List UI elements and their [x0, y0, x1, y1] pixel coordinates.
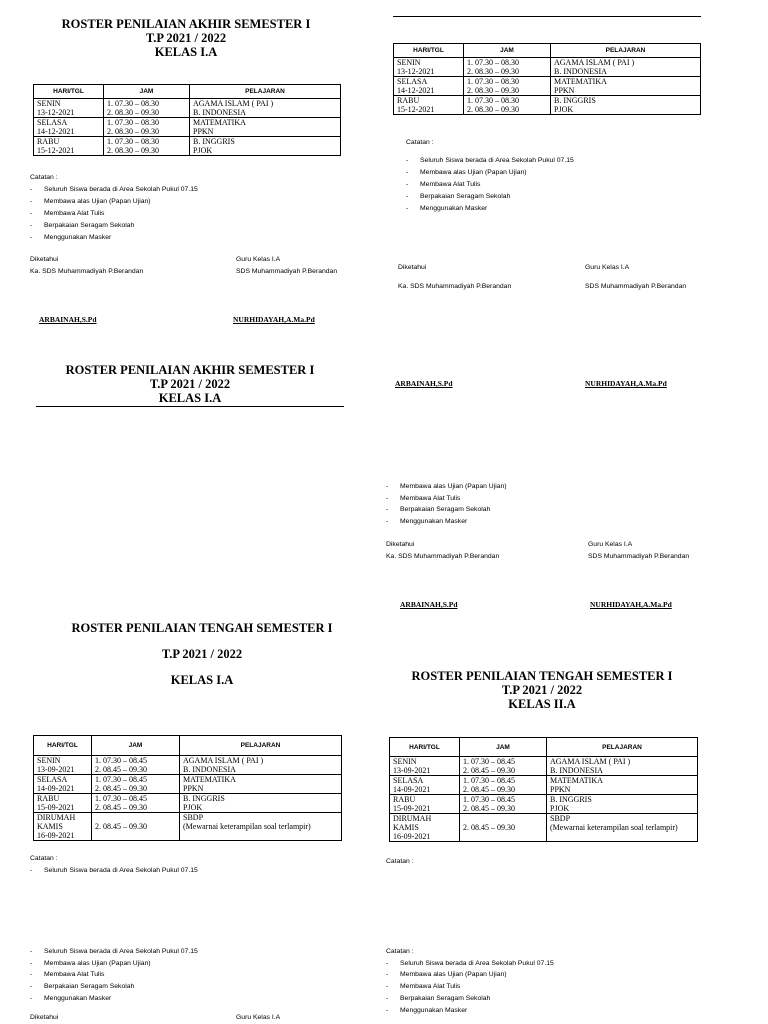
- time-cell: 1. 07.30 – 08.30: [467, 77, 519, 86]
- date-cell: 16-09-2021: [37, 831, 75, 840]
- notes: [30, 853, 198, 877]
- note-item: - Membawa alas Ujian (Papan Ujian): [30, 196, 198, 208]
- header-subject: PELAJARAN: [551, 44, 701, 58]
- date-cell: 15-09-2021: [393, 804, 431, 813]
- day-cell: SENIN: [393, 757, 417, 766]
- teacher-signature-name: NURHIDAYAH,A.Ma.Pd: [590, 600, 672, 609]
- head-title: Ka. SDS Muhammadiyah P.Berandan: [398, 283, 512, 290]
- subject-cell: B. INGGRIS: [183, 794, 225, 803]
- subject-cell: B. INDONESIA: [183, 765, 236, 774]
- teacher-title: Guru Kelas I.A: [588, 541, 633, 548]
- known-label: Diketahui: [398, 264, 427, 271]
- time-cell: 1. 07.30 – 08.30: [107, 99, 159, 108]
- school-name: SDS Muhammadiyah P.Berandan: [588, 553, 690, 560]
- subject-cell: MATEMATIKA: [183, 775, 236, 784]
- notes: [386, 481, 507, 528]
- day-cell: SENIN: [37, 99, 61, 108]
- header-day: HARI/TGL: [394, 44, 464, 58]
- subject-cell: PPKN: [193, 127, 214, 136]
- notes: [386, 946, 554, 1016]
- subject-cell: PPKN: [550, 785, 571, 794]
- header-day: HARI/TGL: [34, 736, 92, 756]
- time-cell: 1. 07.30 – 08.45: [95, 775, 147, 784]
- subject-cell: AGAMA ISLAM ( PAI ): [554, 58, 635, 67]
- subject-cell: B. INDONESIA: [550, 766, 603, 775]
- roster-table: [33, 735, 342, 841]
- table-row: [34, 756, 342, 775]
- notes-label: Catatan :: [386, 858, 414, 865]
- note-item: - Seluruh Siswa berada di Area Sekolah Pukul 07.15: [30, 865, 198, 877]
- day-cell: RABU: [397, 96, 420, 105]
- day-cell: DIRUMAH: [393, 814, 432, 823]
- subject-cell: (Mewarnai keterampilan soal terlampir): [550, 823, 678, 832]
- head-signature-name: ARBAINAH,S.Pd: [395, 379, 453, 388]
- time-cell: 1. 07.30 – 08.45: [463, 795, 515, 804]
- divider-line: [36, 406, 344, 407]
- note-item: - Berpakaian Seragam Sekolah: [30, 220, 198, 232]
- day-cell: SELASA: [397, 77, 428, 86]
- table-row: [34, 813, 342, 841]
- notes: [406, 137, 574, 215]
- date-cell: 15-12-2021: [397, 105, 435, 114]
- note-item: - Menggunakan Masker: [30, 993, 198, 1005]
- header-day: HARI/TGL: [390, 738, 460, 757]
- time-cell: 1. 07.30 – 08.30: [467, 96, 519, 105]
- time-cell: 2. 08.45 – 09.30: [95, 765, 147, 774]
- note-item: - Membawa Alat Tulis: [30, 208, 198, 220]
- subject-cell: MATEMATIKA: [554, 77, 607, 86]
- subject-cell: B. INDONESIA: [554, 67, 607, 76]
- known-label: Diketahui: [386, 541, 415, 548]
- teacher-signature-name: NURHIDAYAH,A.Ma.Pd: [233, 315, 315, 324]
- note-item: - Berpakaian Seragam Sekolah: [30, 981, 198, 993]
- note-item: - Seluruh Siswa berada di Area Sekolah Pukul 07.15: [386, 958, 554, 970]
- subject-cell: B. INGGRIS: [193, 137, 235, 146]
- table-row: [34, 775, 342, 794]
- pas-title-line1: ROSTER PENILAIAN AKHIR SEMESTER I: [65, 363, 315, 377]
- table-row: [394, 58, 701, 77]
- subject-cell: AGAMA ISLAM ( PAI ): [550, 757, 631, 766]
- roster-table: [33, 84, 341, 156]
- header-subject: PELAJARAN: [180, 736, 342, 756]
- time-cell: 2. 08.45 – 09.30: [463, 785, 515, 794]
- note-item: - Membawa alas Ujian (Papan Ujian): [30, 958, 198, 970]
- date-cell: 15-09-2021: [37, 803, 75, 812]
- time-cell: 2. 08.30 – 09.30: [467, 86, 519, 95]
- note-item: - Berpakaian Seragam Sekolah: [386, 993, 554, 1005]
- header-day: HARI/TGL: [34, 85, 104, 99]
- day-cell: SENIN: [37, 756, 61, 765]
- pts-title-line3: KELAS I.A: [170, 673, 234, 687]
- time-cell: 2. 08.45 – 09.30: [95, 784, 147, 793]
- notes: [386, 856, 414, 868]
- subject-cell: AGAMA ISLAM ( PAI ): [193, 99, 274, 108]
- pts-title-line2: T.P 2021 / 2022: [161, 647, 243, 661]
- note-item: - Membawa alas Ujian (Papan Ujian): [386, 481, 507, 493]
- pts2-title: [388, 669, 696, 711]
- school-name: SDS Muhammadiyah P.Berandan: [585, 283, 687, 290]
- time-cell: 2. 08.45 – 09.30: [463, 804, 515, 813]
- date-cell: 14-12-2021: [37, 127, 75, 136]
- school-name: SDS Muhammadiyah P.Berandan: [236, 268, 338, 275]
- subject-cell: B. INDONESIA: [193, 108, 246, 117]
- time-cell: 1. 07.30 – 08.30: [107, 137, 159, 146]
- time-cell: 1. 07.30 – 08.45: [463, 757, 515, 766]
- time-cell: 1. 07.30 – 08.45: [95, 794, 147, 803]
- note-item: - Menggunakan Masker: [386, 516, 507, 528]
- teacher-title: Guru Kelas I.A: [585, 264, 630, 271]
- pas-title-line3: KELAS I.A: [158, 391, 222, 405]
- pts2-title-line2: T.P 2021 / 2022: [501, 683, 583, 697]
- subject-cell: SBDP: [550, 814, 571, 823]
- note-item: - Seluruh Siswa berada di Area Sekolah Pukul 07.15: [406, 155, 574, 167]
- known-label: Diketahui: [30, 256, 59, 263]
- date-cell: 14-09-2021: [37, 784, 75, 793]
- time-cell: 2. 08.45 – 09.30: [463, 823, 515, 832]
- teacher-title: Guru Kelas I.A: [236, 256, 281, 263]
- subject-cell: (Mewarnai keterampilan soal terlampir): [183, 822, 311, 831]
- subject-cell: B. INGGRIS: [554, 96, 596, 105]
- day-cell: RABU: [37, 137, 60, 146]
- note-item: - Membawa Alat Tulis: [386, 981, 554, 993]
- header-subject: PELAJARAN: [190, 85, 341, 99]
- header-time: JAM: [460, 738, 547, 757]
- pts2-title-line3: KELAS II.A: [508, 697, 576, 711]
- time-cell: 1. 07.30 – 08.30: [467, 58, 519, 67]
- time-cell: 2. 08.45 – 09.30: [95, 822, 147, 831]
- table-row: [34, 99, 341, 118]
- notes-label: Catatan :: [30, 174, 58, 181]
- day-cell: KAMIS: [393, 823, 419, 832]
- day-cell: SENIN: [397, 58, 421, 67]
- roster-table: [393, 43, 701, 115]
- day-cell: RABU: [393, 795, 416, 804]
- time-cell: 2. 08.30 – 09.30: [107, 108, 159, 117]
- date-cell: 13-12-2021: [37, 108, 75, 117]
- table-row: [34, 794, 342, 813]
- pts-title-line1: ROSTER PENILAIAN TENGAH SEMESTER I: [71, 621, 333, 635]
- subject-cell: MATEMATIKA: [193, 118, 246, 127]
- known-label: Diketahui: [30, 1014, 59, 1021]
- table-header-row: [34, 85, 341, 99]
- note-item: - Membawa Alat Tulis: [406, 179, 574, 191]
- subject-cell: PJOK: [550, 804, 570, 813]
- day-cell: SELASA: [393, 776, 424, 785]
- notes: [30, 946, 198, 1005]
- table-row: [394, 96, 701, 115]
- date-cell: 16-09-2021: [393, 832, 431, 841]
- note-item: - Membawa alas Ujian (Papan Ujian): [406, 167, 574, 179]
- notes-label: Catatan :: [30, 855, 58, 862]
- time-cell: 2. 08.30 – 09.30: [107, 127, 159, 136]
- subject-cell: AGAMA ISLAM ( PAI ): [183, 756, 264, 765]
- table-row: [394, 77, 701, 96]
- time-cell: 1. 07.30 – 08.45: [463, 776, 515, 785]
- note-item: - Menggunakan Masker: [386, 1005, 554, 1017]
- head-title: Ka. SDS Muhammadiyah P.Berandan: [30, 268, 144, 275]
- table-header-row: [390, 738, 698, 757]
- pts2-title-line1: ROSTER PENILAIAN TENGAH SEMESTER I: [411, 669, 673, 683]
- subject-cell: PPKN: [183, 784, 204, 793]
- pas-title-line2: T.P 2021 / 2022: [149, 377, 231, 391]
- teacher-signature-name: NURHIDAYAH,A.Ma.Pd: [585, 379, 667, 388]
- subject-cell: PJOK: [183, 803, 203, 812]
- table-row: [390, 814, 698, 842]
- note-item: - Berpakaian Seragam Sekolah: [386, 504, 507, 516]
- notes-label: Catatan :: [386, 948, 414, 955]
- subject-cell: MATEMATIKA: [550, 776, 603, 785]
- head-signature-name: ARBAINAH,S.Pd: [400, 600, 458, 609]
- date-cell: 14-09-2021: [393, 785, 431, 794]
- time-cell: 2. 08.45 – 09.30: [463, 766, 515, 775]
- table-row: [390, 795, 698, 814]
- note-item: - Berpakaian Seragam Sekolah: [406, 191, 574, 203]
- head-title: Ka. SDS Muhammadiyah P.Berandan: [386, 553, 500, 560]
- day-cell: RABU: [37, 794, 60, 803]
- date-cell: 13-09-2021: [393, 766, 431, 775]
- time-cell: 2. 08.45 – 09.30: [95, 803, 147, 812]
- note-item: - Membawa Alat Tulis: [30, 969, 198, 981]
- notes: [30, 172, 198, 244]
- date-cell: 13-12-2021: [397, 67, 435, 76]
- header-time: JAM: [464, 44, 551, 58]
- subject-cell: PPKN: [554, 86, 575, 95]
- note-item: - Seluruh Siswa berada di Area Sekolah Pukul 07.15: [30, 946, 198, 958]
- notes-label: Catatan :: [406, 139, 434, 146]
- table-row: [34, 118, 341, 137]
- roster-table: [389, 737, 698, 842]
- time-cell: 1. 07.30 – 08.45: [95, 756, 147, 765]
- day-cell: KAMIS: [37, 822, 63, 831]
- subject-cell: PJOK: [554, 105, 574, 114]
- pas-title-line1: ROSTER PENILAIAN AKHIR SEMESTER I: [61, 17, 311, 31]
- note-item: - Membawa Alat Tulis: [386, 493, 507, 505]
- note-item: - Seluruh Siswa berada di Area Sekolah Pukul 07.15: [30, 184, 198, 196]
- pas-title: [36, 363, 344, 405]
- subject-cell: SBDP: [183, 813, 204, 822]
- day-cell: SELASA: [37, 775, 68, 784]
- subject-cell: PJOK: [193, 146, 213, 155]
- day-cell: SELASA: [37, 118, 68, 127]
- table-header-row: [34, 736, 342, 756]
- divider-line: [393, 16, 701, 17]
- table-row: [390, 776, 698, 795]
- table-row: [34, 137, 341, 156]
- date-cell: 14-12-2021: [397, 86, 435, 95]
- note-item: - Menggunakan Masker: [30, 232, 198, 244]
- table-row: [390, 757, 698, 776]
- note-item: - Membawa alas Ujian (Papan Ujian): [386, 969, 554, 981]
- header-time: JAM: [92, 736, 180, 756]
- teacher-title: Guru Kelas I.A: [236, 1014, 281, 1021]
- table-header-row: [394, 44, 701, 58]
- date-cell: 15-12-2021: [37, 146, 75, 155]
- pas-title-line3: KELAS I.A: [154, 45, 218, 59]
- note-item: - Menggunakan Masker: [406, 203, 574, 215]
- subject-cell: B. INGGRIS: [550, 795, 592, 804]
- header-subject: PELAJARAN: [547, 738, 698, 757]
- day-cell: DIRUMAH: [37, 813, 76, 822]
- time-cell: 2. 08.30 – 09.30: [467, 105, 519, 114]
- time-cell: 1. 07.30 – 08.30: [107, 118, 159, 127]
- pas-title: [30, 17, 342, 59]
- time-cell: 2. 08.30 – 09.30: [107, 146, 159, 155]
- date-cell: 13-09-2021: [37, 765, 75, 774]
- pas-title-line2: T.P 2021 / 2022: [145, 31, 227, 45]
- pts-title: [48, 621, 356, 699]
- header-time: JAM: [104, 85, 190, 99]
- time-cell: 2. 08.30 – 09.30: [467, 67, 519, 76]
- head-signature-name: ARBAINAH,S.Pd: [39, 315, 97, 324]
